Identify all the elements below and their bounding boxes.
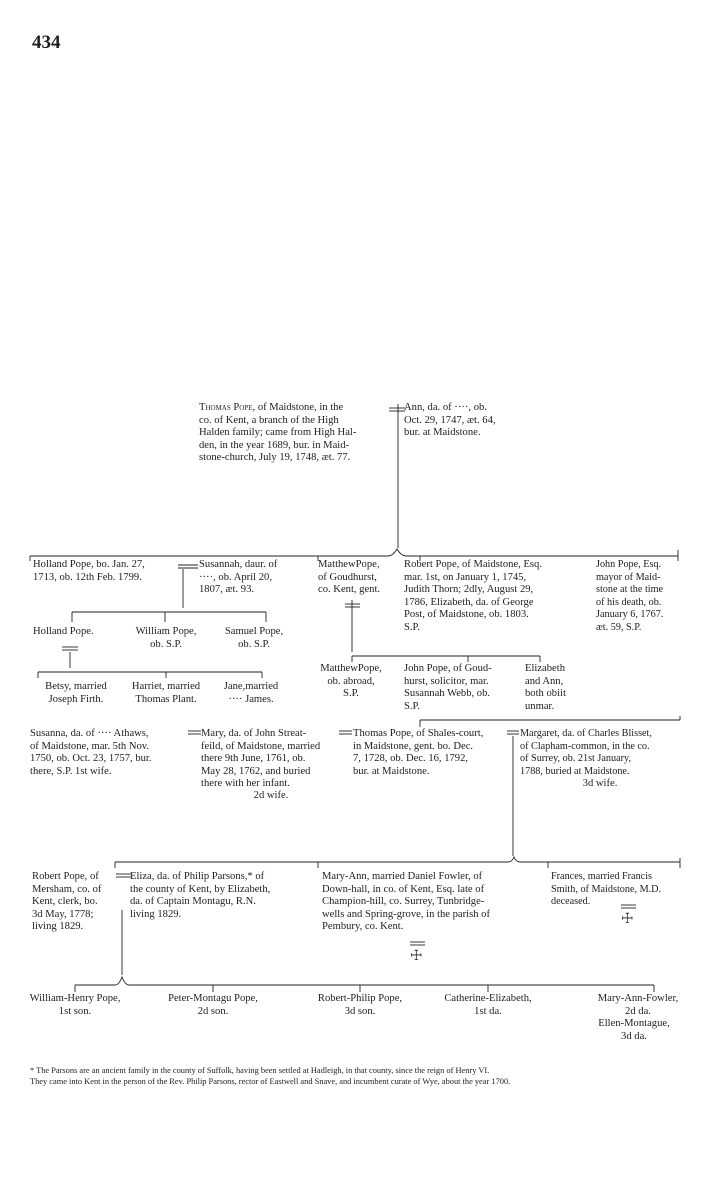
- catherine-elizabeth-entry: Catherine-Elizabeth, 1st da.: [444, 993, 532, 1017]
- samuel-pope-entry: Samuel Pope, ob. S.P.: [224, 626, 284, 650]
- peter-montagu-pope-entry: Peter-Montagu Pope, 2d son.: [168, 993, 258, 1017]
- william-pope-entry: William Pope, ob. S.P.: [135, 626, 197, 650]
- thomas-pope-sr-details: , of Maidstone, in the co. of Kent, a branch of the High Halden family; came from High Hal- den, in the year 1689, bur. in Maid- stone-church, July 19, 1748, æt. 77.: [199, 402, 357, 463]
- john-pope-mayor-entry: John Pope, Esq. mayor of Maid- stone at the time of his death, ob. January 6, 1767. æt. 59, S.P.: [596, 559, 664, 633]
- betsy-entry: Betsy, married Joseph Firth.: [45, 681, 107, 705]
- mary-ann-issue-cross-icon: ☩: [410, 949, 423, 964]
- mary-ann-fowler-pope-entry: Mary-Ann-Fowler, 2d da.: [597, 993, 679, 1017]
- margaret-wife-label: 3d wife.: [582, 778, 618, 789]
- thomas-pope-sr-entry: [199, 402, 356, 465]
- frances-issue-cross-icon: ☩: [621, 912, 634, 927]
- eliza-parsons-entry: Eliza, da. of Philip Parsons,* of the county of Kent, by Elizabeth, da. of Captain Montagu, R.N. living 1829.: [130, 871, 271, 920]
- holland-pope-jr-entry: Holland Pope.: [33, 626, 94, 637]
- william-henry-pope-entry: William-Henry Pope, 1st son.: [29, 993, 121, 1017]
- ellen-montague-entry: Ellen-Montague, 3d da.: [598, 1018, 670, 1042]
- susanna-athaws-entry: Susanna, da. of ···· Athaws, of Maidstone, mar. 5th Nov. 1750, ob. Oct. 23, 1757, bur. there, S.P. 1st wife.: [30, 728, 152, 777]
- elizabeth-ann-entry: Elizabeth and Ann, both obiit unmar.: [525, 663, 566, 712]
- thomas-pope-shales-court-entry: Thomas Pope, of Shales-court, in Maidstone, gent. bo. Dec. 7, 1728, ob. Dec. 16, 1792, bur. at Maidstone.: [353, 728, 484, 777]
- holland-pope-entry: Holland Pope, bo. Jan. 27, 1713, ob. 12th Feb. 1799.: [33, 559, 145, 583]
- mary-streatfeild-entry: Mary, da. of John Streat- feild, of Maidstone, married there 9th June, 1761, ob. May 28, 1762, and buried there with her infant.: [201, 728, 321, 789]
- matthew-pope-entry: MatthewPope, of Goudhurst, co. Kent, gent.: [318, 559, 381, 595]
- mary-wife-label: 2d wife.: [253, 790, 289, 801]
- robert-pope-maidstone-entry: Robert Pope, of Maidstone, Esq. mar. 1st, on January 1, 1745, Judith Thorn; 2dly, August 29, 1786, Elizabeth, da. of George Post, of Maidstone, ob. 1803. S.P.: [404, 559, 542, 633]
- robert-philip-pope-entry: Robert-Philip Pope, 3d son.: [317, 993, 403, 1017]
- thomas-pope-sr-name: Thomas Pope: [199, 402, 253, 413]
- harriet-entry: Harriet, married Thomas Plant.: [131, 681, 201, 705]
- margaret-blisset-entry: Margaret, da. of Charles Blisset, of Clapham-common, in the co. of Surrey, ob. 21st January, 1788, buried at Maidstone.: [520, 728, 652, 777]
- ann-entry: Ann, da. of ····, ob. Oct. 29, 1747, æt. 64, bur. at Maidstone.: [404, 402, 496, 438]
- mary-ann-fowler-entry: Mary-Ann, married Daniel Fowler, of Down-hall, in co. of Kent, Esq. late of Champion-hill, co. Surrey, Tunbridge- wells and Spring-grove, in the parish of Pembury, co. Kent.: [322, 871, 490, 932]
- frances-smith-entry: Frances, married Francis Smith, of Maidstone, M.D. deceased.: [551, 871, 662, 907]
- footnote: * The Parsons are an ancient family in the county of Suffolk, having been settled at Hadleigh, in that county, since the reign of Henry VI. They came into Kent in the person of the Rev. Philip Parsons, rector of Eastwell and Snave, and incumbent curate of Wye, about the year 1700.: [30, 1066, 511, 1086]
- john-pope-goudhurst-entry: John Pope, of Goud- hurst, solicitor, mar. Susannah Webb, ob. S.P.: [404, 663, 492, 712]
- matthew-pope-jr-entry: MatthewPope, ob. abroad, S.P.: [320, 663, 382, 699]
- jane-entry: Jane,married ···· James.: [223, 681, 279, 705]
- page-number: 434: [32, 32, 61, 53]
- robert-pope-mersham-entry: Robert Pope, of Mersham, co. of Kent, clerk, bo. 3d May, 1778; living 1829.: [32, 871, 102, 932]
- susannah-entry: Susannah, daur. of ····, ob. April 20, 1807, æt. 93.: [199, 559, 278, 595]
